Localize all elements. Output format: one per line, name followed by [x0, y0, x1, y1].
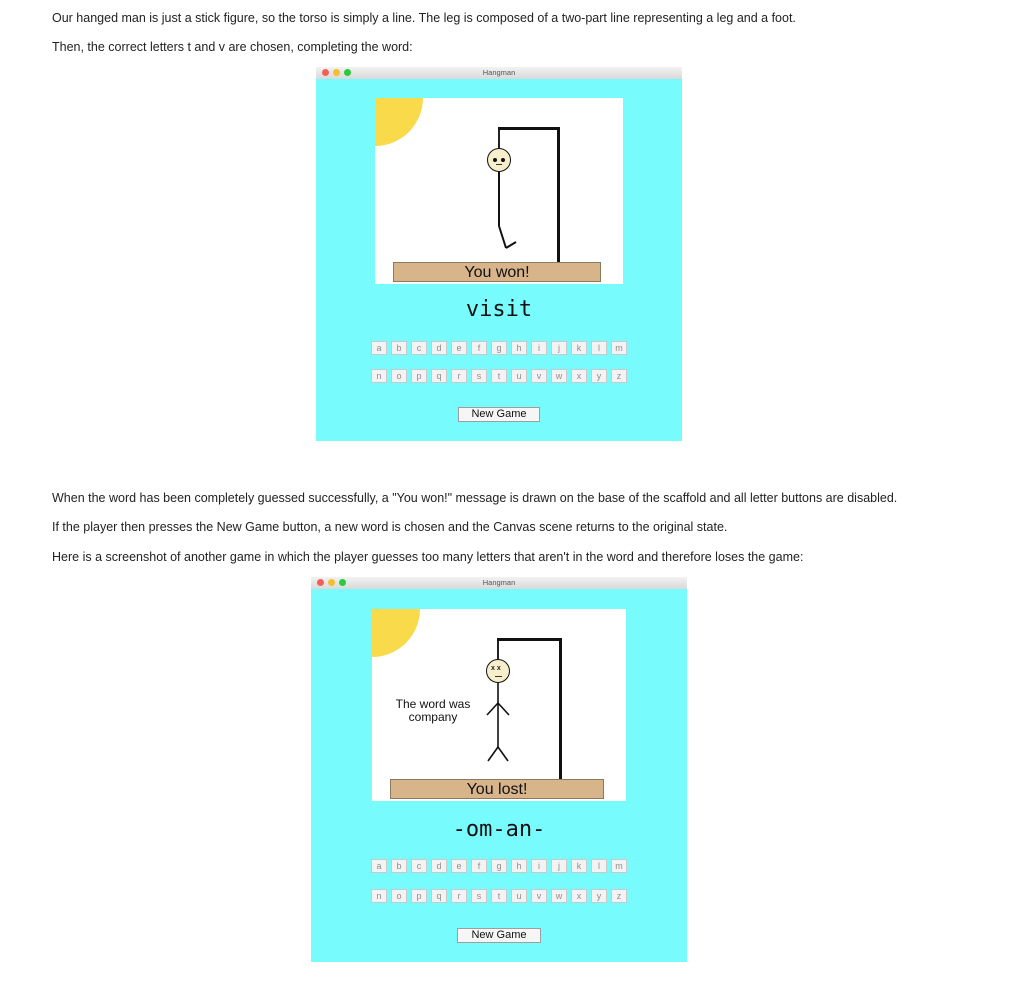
- word-reveal-message: [386, 698, 480, 724]
- guessed-word: visit: [465, 297, 533, 322]
- letter-button-u[interactable]: u: [511, 889, 527, 903]
- paragraph-new-game: If the player then presses the New Game button, a new word is chosen and the Canvas scene returns to the original state.: [52, 520, 728, 534]
- paragraph-lost-game: Here is a screenshot of another game in which the player guesses too many letters that aren't in the word and therefore loses the game:: [52, 550, 804, 564]
- letter-button-y[interactable]: y: [591, 369, 607, 383]
- reveal-line-1: The word was: [395, 697, 471, 711]
- letter-button-w[interactable]: w: [551, 369, 567, 383]
- window-title: Hangman: [482, 578, 516, 587]
- letter-button-o[interactable]: o: [391, 369, 407, 383]
- letter-button-r[interactable]: r: [451, 369, 467, 383]
- new-game-button[interactable]: New Game: [458, 407, 540, 422]
- letter-button-p[interactable]: p: [411, 369, 427, 383]
- letter-button-f[interactable]: f: [471, 341, 487, 355]
- hangman-canvas: [372, 609, 626, 801]
- letter-button-u[interactable]: u: [511, 369, 527, 383]
- letter-button-o[interactable]: o: [391, 889, 407, 903]
- paragraph-you-won: When the word has been completely guessed successfully, a "You won!" message is drawn on the base of the scaffold and all letter buttons are disabled.: [52, 491, 898, 505]
- letter-row-2: [316, 369, 682, 383]
- letter-button-s[interactable]: s: [471, 369, 487, 383]
- reveal-word: company: [408, 710, 458, 724]
- letter-button-d[interactable]: d: [431, 341, 447, 355]
- letter-button-q[interactable]: q: [431, 369, 447, 383]
- hangman-canvas: [375, 98, 623, 284]
- letter-button-a[interactable]: a: [371, 859, 387, 873]
- letter-button-s[interactable]: s: [471, 889, 487, 903]
- letter-button-c[interactable]: c: [411, 341, 427, 355]
- letter-button-z[interactable]: z: [611, 369, 627, 383]
- letter-button-d[interactable]: d: [431, 859, 447, 873]
- window-content: [316, 79, 682, 441]
- letter-button-v[interactable]: v: [531, 889, 547, 903]
- letter-button-m[interactable]: m: [611, 341, 627, 355]
- letter-button-k[interactable]: k: [571, 341, 587, 355]
- letter-button-m[interactable]: m: [611, 859, 627, 873]
- letter-button-q[interactable]: q: [431, 889, 447, 903]
- letter-button-w[interactable]: w: [551, 889, 567, 903]
- letter-button-l[interactable]: l: [591, 341, 607, 355]
- paragraph-correct-letters: Then, the correct letters t and v are chosen, completing the word:: [52, 40, 413, 54]
- scaffold-base-message: You won!: [393, 262, 601, 282]
- letter-button-j[interactable]: j: [551, 859, 567, 873]
- letter-button-c[interactable]: c: [411, 859, 427, 873]
- window-content: [311, 589, 687, 962]
- letter-row-1: [316, 341, 682, 355]
- letter-button-r[interactable]: r: [451, 889, 467, 903]
- guessed-word: -om-an-: [452, 817, 546, 842]
- scaffold-base-message: You lost!: [390, 779, 604, 799]
- letter-row-2: [311, 889, 687, 903]
- letter-button-j[interactable]: j: [551, 341, 567, 355]
- x-eyes: x x: [491, 665, 501, 672]
- paragraph-torso: Our hanged man is just a stick figure, so the torso is simply a line. The leg is composed of a two-part line representing a leg and a foot.: [52, 11, 796, 25]
- letter-button-i[interactable]: i: [531, 859, 547, 873]
- letter-button-i[interactable]: i: [531, 341, 547, 355]
- letter-button-z[interactable]: z: [611, 889, 627, 903]
- letter-button-a[interactable]: a: [371, 341, 387, 355]
- hanged-man-body: [375, 98, 623, 284]
- new-game-button[interactable]: New Game: [457, 928, 541, 943]
- letter-button-x[interactable]: x: [571, 889, 587, 903]
- letter-button-g[interactable]: g: [491, 341, 507, 355]
- letter-button-v[interactable]: v: [531, 369, 547, 383]
- hangman-window-lost: [311, 577, 687, 962]
- letter-button-k[interactable]: k: [571, 859, 587, 873]
- hangman-window-won: [316, 67, 682, 441]
- letter-button-f[interactable]: f: [471, 859, 487, 873]
- letter-button-t[interactable]: t: [491, 889, 507, 903]
- letter-button-e[interactable]: e: [451, 859, 467, 873]
- letter-button-p[interactable]: p: [411, 889, 427, 903]
- window-title: Hangman: [482, 68, 516, 77]
- letter-row-1: [311, 859, 687, 873]
- letter-button-h[interactable]: h: [511, 859, 527, 873]
- letter-button-x[interactable]: x: [571, 369, 587, 383]
- letter-button-n[interactable]: n: [371, 889, 387, 903]
- letter-button-h[interactable]: h: [511, 341, 527, 355]
- letter-button-n[interactable]: n: [371, 369, 387, 383]
- letter-button-e[interactable]: e: [451, 341, 467, 355]
- letter-button-y[interactable]: y: [591, 889, 607, 903]
- letter-button-b[interactable]: b: [391, 341, 407, 355]
- letter-button-b[interactable]: b: [391, 859, 407, 873]
- letter-button-g[interactable]: g: [491, 859, 507, 873]
- letter-button-l[interactable]: l: [591, 859, 607, 873]
- letter-button-t[interactable]: t: [491, 369, 507, 383]
